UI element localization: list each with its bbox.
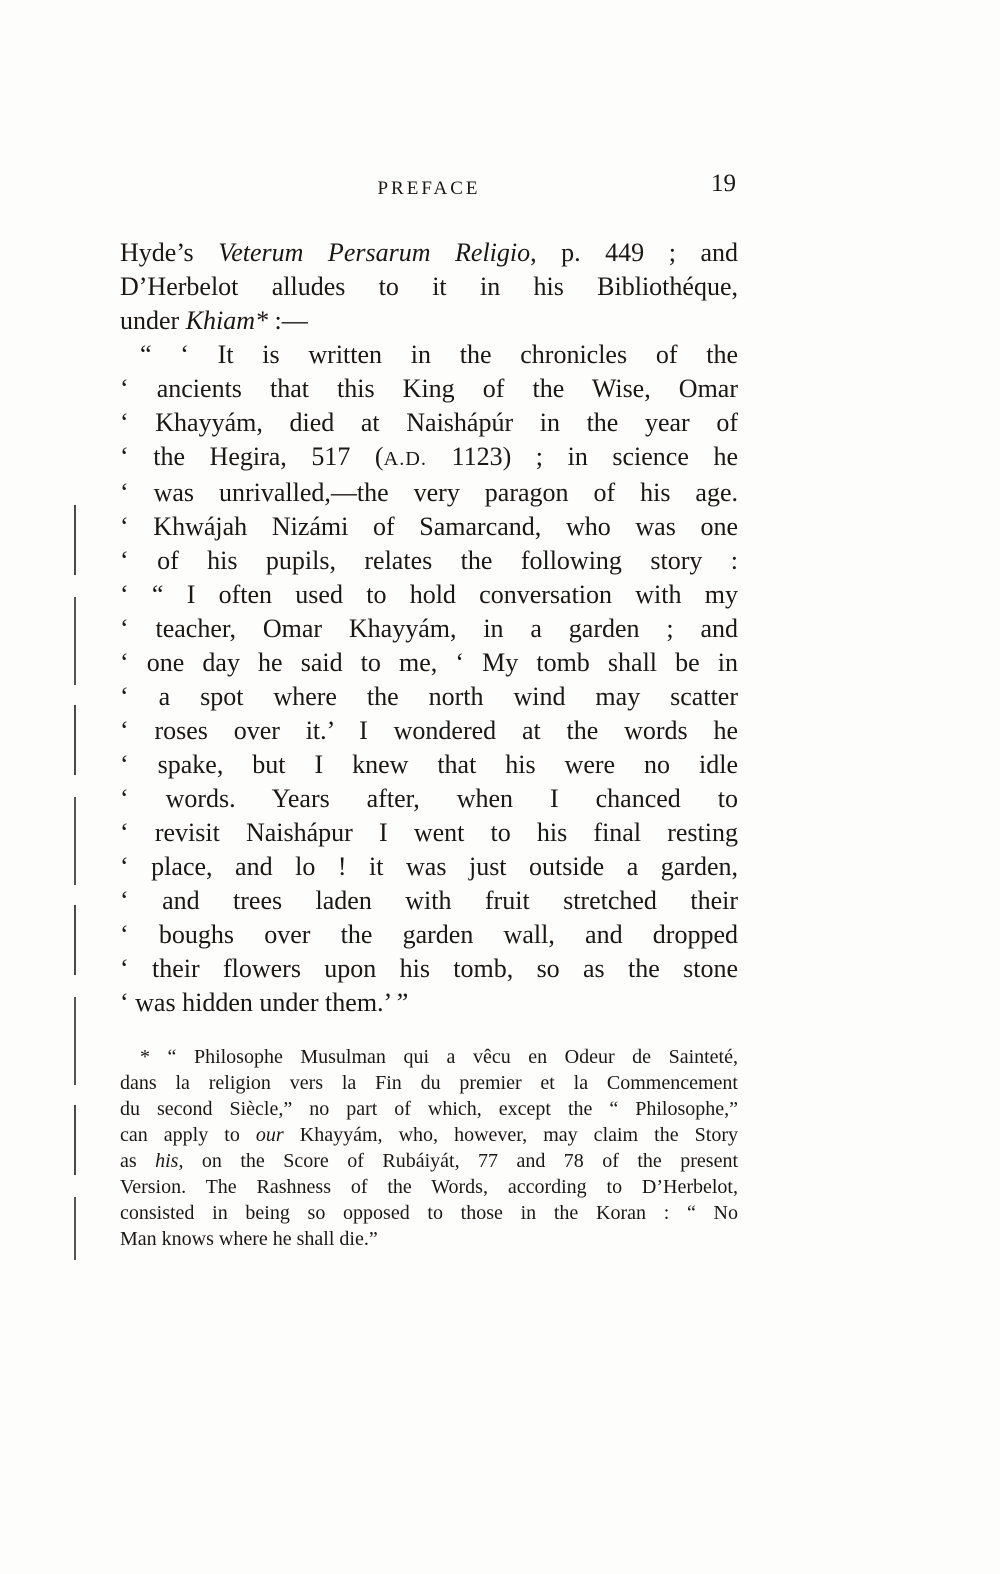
preface-title: PREFACE xyxy=(377,178,481,199)
text-segment: ‘ “ I often used to hold conversation with my xyxy=(120,580,738,609)
text-segment: * “ Philosophe Musulman qui a vêcu en Odeur de Sainteté, xyxy=(140,1046,738,1068)
text-line xyxy=(120,918,738,952)
text-line xyxy=(120,1044,738,1070)
text-segment: ‘ one day he said to me, ‘ My tomb shall be in xyxy=(120,648,738,677)
text-line xyxy=(120,1174,738,1200)
text-line xyxy=(120,952,738,986)
text-line xyxy=(120,1122,738,1148)
text-line xyxy=(120,782,738,816)
smallcaps-text: A.D. xyxy=(383,448,427,470)
text-segment: can apply to xyxy=(120,1124,256,1146)
text-line xyxy=(120,748,738,782)
paragraph-footnote xyxy=(120,1044,738,1252)
text-segment: du second Siècle,” no part of which, except the “ Philosophe,” xyxy=(120,1098,738,1120)
text-segment: :— xyxy=(268,306,308,335)
text-line xyxy=(120,850,738,884)
text-line xyxy=(120,304,738,338)
text-segment: Khayyám, who, however, may claim the Story xyxy=(283,1124,738,1146)
text-line xyxy=(120,986,738,1020)
text-segment: ‘ place, and lo ! it was just outside a garden, xyxy=(120,852,738,881)
text-segment: , p. 449 ; and xyxy=(530,238,738,267)
text-segment: Version. The Rashness of the Words, according to D’Herbelot, xyxy=(120,1176,738,1198)
text-line xyxy=(120,1148,738,1174)
text-segment: dans la religion vers la Fin du premier et la Commencement xyxy=(120,1072,738,1094)
page-header xyxy=(120,170,738,204)
text-line xyxy=(120,406,738,440)
text-line xyxy=(120,236,738,270)
text-segment: ‘ roses over it.’ I wondered at the words he xyxy=(120,716,738,745)
italic-text: his xyxy=(155,1150,179,1172)
text-line xyxy=(120,510,738,544)
text-line xyxy=(120,612,738,646)
text-segment: ‘ and trees laden with fruit stretched their xyxy=(120,886,738,915)
text-line xyxy=(120,476,738,510)
text-line xyxy=(120,1226,738,1252)
text-line xyxy=(120,1096,738,1122)
text-line xyxy=(120,884,738,918)
text-segment: ‘ teacher, Omar Khayyám, in a garden ; and xyxy=(120,614,738,643)
text-line xyxy=(120,680,738,714)
text-segment: ‘ was unrivalled,—the very paragon of his age. xyxy=(120,478,738,507)
paragraph-intro xyxy=(120,236,738,338)
text-segment: ‘ spake, but I knew that his were no idle xyxy=(120,750,738,779)
text-segment: , on the Score of Rubáiyát, 77 and 78 of the present xyxy=(178,1150,739,1172)
paragraph-quote xyxy=(120,338,738,1020)
text-segment: “ ‘ It is written in the chronicles of the xyxy=(140,340,738,369)
binding-mark-line xyxy=(74,505,76,1260)
page-number: 19 xyxy=(711,170,736,197)
text-segment: ‘ a spot where the north wind may scatter xyxy=(120,682,738,711)
text-segment: ‘ Khayyám, died at Naishápúr in the year of xyxy=(120,408,738,437)
text-line xyxy=(120,440,738,476)
text-segment: ‘ was hidden under them.’ ” xyxy=(120,988,409,1017)
text-line xyxy=(120,1200,738,1226)
text-segment: as xyxy=(120,1150,156,1172)
text-line xyxy=(120,646,738,680)
paragraph-host xyxy=(120,236,738,1252)
text-line xyxy=(120,372,738,406)
text-line xyxy=(120,816,738,850)
text-segment: Man knows where he shall die.” xyxy=(120,1228,378,1250)
text-segment: D’Herbelot alludes to it in his Bibliothéque, xyxy=(120,272,738,301)
text-segment: ‘ of his pupils, relates the following story : xyxy=(120,546,738,575)
text-line xyxy=(120,544,738,578)
text-segment: ‘ their flowers upon his tomb, so as the stone xyxy=(120,954,738,983)
text-segment: ‘ boughs over the garden wall, and dropped xyxy=(120,920,738,949)
text-segment: Hyde’s xyxy=(120,238,219,267)
text-line xyxy=(120,578,738,612)
text-segment: ‘ revisit Naishápur I went to his final resting xyxy=(120,818,738,847)
italic-text: Veterum Persarum Religio xyxy=(218,238,531,267)
text-block xyxy=(120,170,738,1252)
text-segment: ‘ ancients that this King of the Wise, Omar xyxy=(120,374,738,403)
text-segment: ‘ words. Years after, when I chanced to xyxy=(120,784,738,813)
text-segment: ‘ Khwájah Nizámi of Samarcand, who was one xyxy=(120,512,738,541)
text-segment: under xyxy=(120,306,186,335)
italic-text: our xyxy=(255,1124,284,1146)
text-line xyxy=(120,338,738,372)
text-segment: ‘ the Hegira, 517 ( xyxy=(120,442,384,471)
text-line xyxy=(120,1070,738,1096)
text-segment: consisted in being so opposed to those in the Koran : “ No xyxy=(120,1202,738,1224)
italic-text: Khiam* xyxy=(185,306,269,335)
text-line xyxy=(120,714,738,748)
text-segment: 1123) ; in science he xyxy=(426,442,738,471)
text-line xyxy=(120,270,738,304)
